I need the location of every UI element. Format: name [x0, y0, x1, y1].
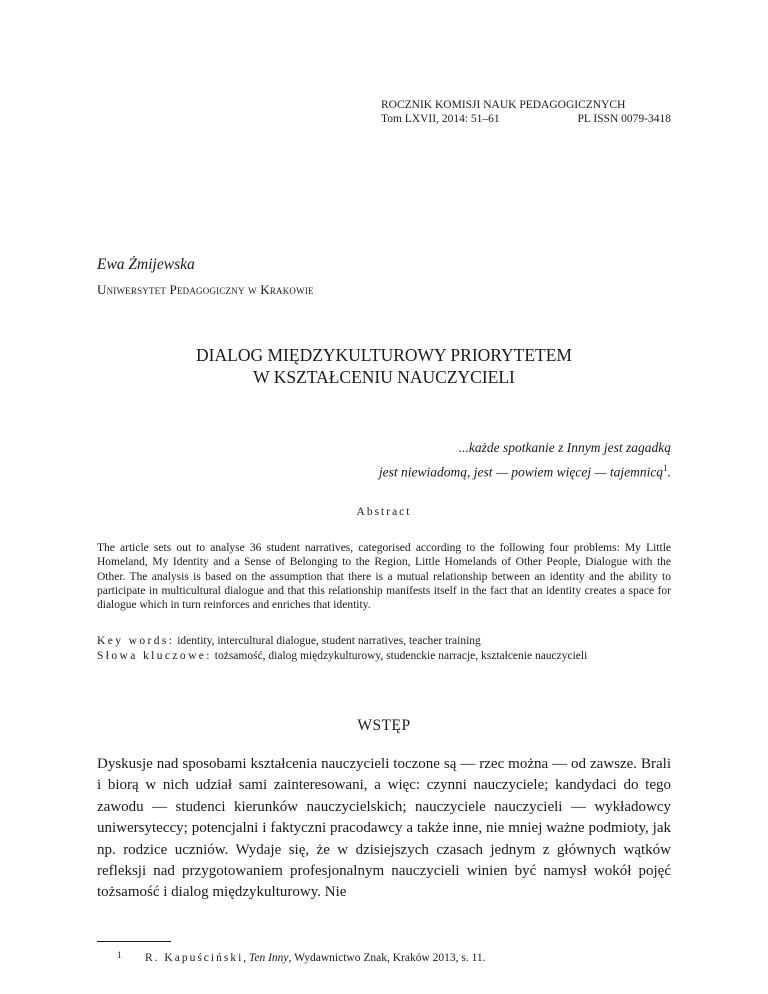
epigraph-line-1: ...każde spotkanie z Innym jest zagadką — [458, 440, 671, 455]
author-affiliation — [97, 282, 314, 298]
author-name: Ewa Żmijewska — [97, 256, 195, 273]
epigraph-period: . — [667, 464, 671, 480]
abstract-text: The article sets out to analyse 36 student narratives, categorised according to the following four problems: My Little Homeland, My Identity and a Sense of Belonging to the Region, Little Homelands of Other People, Dialogue with the Other. The analysis is based on the assumption that there is a mutual relationship between an identity and the ability to participate in multicultural dialogue and that this relationship manifests itself in the fact that an identity creates a space for dialogue which in turn reinforces and enriches that identity. — [97, 542, 671, 612]
footnote-divider — [97, 941, 171, 942]
epigraph-line-2: jest niewiadomą, jest — powiem więcej — tajemnicą — [378, 464, 664, 480]
keywords-pl-label: Słowa kluczowe: — [97, 649, 212, 662]
journal-issn: PL ISSN 0079-3418 — [577, 113, 671, 125]
body-paragraph: Dyskusje nad sposobami kształcenia nauczycieli toczone są — rzec można — od zawsze. Brali i biorą w nich udział sami zainteresowani, a więc: czynni nauczyciele; kandydaci do tego zawodu — studenci kierunków nauczycielskich; nauczyciele nauczycieli — wykładowcy uniwersyteccy; potencjalni i faktyczni pracodawcy a także inne, nie mniej ważne podmioty, jak np. rodzice uczniów. Wydaje się, że w dzisiejszych czasach jednym z głównych wątków refleksji nad przygotowaniem profesjonalnym nauczycieli winien być namysł wokół pojęć tożsamość i dialog międzykulturowy. Nie — [97, 756, 671, 901]
journal-header — [381, 98, 671, 126]
title-line-1: DIALOG MIĘDZYKULTUROWY PRIORYTETEM — [196, 345, 572, 365]
title-line-2: W KSZTAŁCENIU NAUCZYCIELI — [253, 367, 515, 387]
journal-volume: Tom LXVII, 2014: 51–61 — [381, 113, 500, 125]
footnote-reference[interactable]: 1 — [663, 463, 668, 473]
footnote-separator: , — [243, 952, 250, 964]
section-heading: WSTĘP — [357, 717, 411, 734]
affiliation-text: Uniwersytet Pedagogiczny w Krakowie — [97, 282, 314, 297]
footnote-publication: , Wydawnictwo Znak, Kraków 2013, s. 11. — [288, 952, 486, 964]
keywords-en-text: identity, intercultural dialogue, student narratives, teacher training — [177, 635, 481, 647]
keywords-block — [97, 634, 671, 663]
footnote-author: R. Kapuściński — [145, 952, 244, 964]
journal-name: ROCZNIK KOMISJI NAUK PEDAGOGICZNYCH — [381, 99, 626, 111]
epigraph — [379, 438, 671, 483]
footnote-number: 1 — [117, 950, 122, 960]
abstract-heading: Abstract — [356, 506, 412, 518]
footnote-book-title: Ten Inny — [249, 952, 289, 964]
article-title — [97, 344, 671, 388]
keywords-en-label: Key words: — [97, 635, 175, 647]
footnote — [117, 952, 486, 964]
keywords-pl-text: tożsamość, dialog międzykulturowy, studenckie narracje, kształcenie nauczycieli — [214, 649, 588, 662]
